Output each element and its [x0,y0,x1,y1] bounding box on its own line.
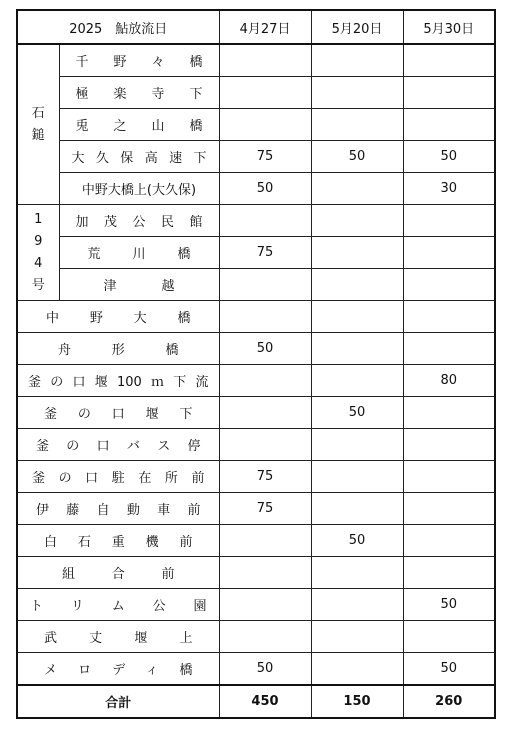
value-cell [311,589,403,621]
value-cell [219,301,311,333]
value-cell: 50 [219,173,311,205]
location-name: 白石重機前 [17,525,219,557]
value-cell [219,397,311,429]
value-cell [219,429,311,461]
location-name: 中野大橋 [17,301,219,333]
location-name: 津越 [59,269,219,301]
location-name: 兎之山橋 [59,109,219,141]
value-cell [219,525,311,557]
value-cell [403,525,495,557]
value-cell: 75 [219,493,311,525]
table-row [17,141,495,173]
date-header-3: 5月30日 [403,10,495,44]
value-cell [311,461,403,493]
location-name: 釜の口堰100ｍ下流 [17,365,219,397]
location-name: 加茂公民館 [59,205,219,237]
value-cell [311,333,403,365]
header-row [17,10,495,44]
value-cell: 30 [403,173,495,205]
value-cell [311,109,403,141]
value-cell [403,461,495,493]
value-cell [219,621,311,653]
value-cell: 50 [403,589,495,621]
release-schedule-table [16,9,496,719]
value-cell [219,365,311,397]
value-cell [311,621,403,653]
location-name: 組合前 [17,557,219,589]
value-cell [403,429,495,461]
value-cell: 80 [403,365,495,397]
location-name: 極楽寺下 [59,77,219,109]
total-value: 450 [219,685,311,718]
table-row [17,269,495,301]
table-row [17,365,495,397]
value-cell [403,333,495,365]
location-name: 舟形橋 [17,333,219,365]
location-name: 千野々橋 [59,44,219,77]
total-label: 合計 [17,685,219,718]
value-cell [403,205,495,237]
value-cell [403,557,495,589]
location-name: 武丈堰上 [17,621,219,653]
value-cell [403,237,495,269]
table-row [17,397,495,429]
value-cell: 50 [311,397,403,429]
table-row [17,621,495,653]
total-value: 260 [403,685,495,718]
value-cell [403,269,495,301]
location-name: メロディ橋 [17,653,219,686]
value-cell [403,44,495,77]
table-row [17,493,495,525]
group-label-ishizuchi: 石 鎚 [17,44,59,205]
group-label-route-194: 1 9 4 号 [17,205,59,301]
value-cell [219,557,311,589]
table-row [17,173,495,205]
table-row [17,237,495,269]
value-cell [311,429,403,461]
table-row [17,205,495,237]
value-cell [219,205,311,237]
table-row [17,301,495,333]
date-header-1: 4月27日 [219,10,311,44]
table-row [17,333,495,365]
value-cell [311,44,403,77]
value-cell [311,653,403,686]
value-cell: 75 [219,237,311,269]
table-row [17,653,495,686]
value-cell [311,269,403,301]
value-cell [219,269,311,301]
table-row [17,557,495,589]
table-title: 2025 鮎放流日 [17,10,219,44]
location-name: 中野大橋上(大久保) [59,173,219,205]
value-cell [311,365,403,397]
date-header-2: 5月20日 [311,10,403,44]
value-cell [311,77,403,109]
table-row [17,429,495,461]
total-row [17,685,495,718]
value-cell: 75 [219,461,311,493]
value-cell [219,589,311,621]
total-value: 150 [311,685,403,718]
table-row [17,109,495,141]
value-cell: 50 [219,333,311,365]
table-row [17,589,495,621]
table-row [17,44,495,77]
table-row [17,77,495,109]
value-cell: 50 [403,141,495,173]
table-row [17,525,495,557]
value-cell [219,44,311,77]
value-cell [403,301,495,333]
value-cell: 75 [219,141,311,173]
value-cell [311,237,403,269]
location-name: 大久保高速下 [59,141,219,173]
value-cell [219,109,311,141]
location-name: 伊藤自動車前 [17,493,219,525]
table-row [17,461,495,493]
location-name: トリム公園 [17,589,219,621]
location-name: 釜の口堰下 [17,397,219,429]
value-cell [403,621,495,653]
value-cell [311,493,403,525]
value-cell: 50 [311,141,403,173]
value-cell [219,77,311,109]
value-cell [403,493,495,525]
value-cell: 50 [403,653,495,686]
value-cell [311,205,403,237]
value-cell [403,109,495,141]
location-name: 釜の口駐在所前 [17,461,219,493]
value-cell: 50 [311,525,403,557]
location-name: 釜の口バス停 [17,429,219,461]
location-name: 荒川橋 [59,237,219,269]
value-cell [311,557,403,589]
value-cell: 50 [219,653,311,686]
value-cell [311,173,403,205]
value-cell [403,77,495,109]
value-cell [311,301,403,333]
value-cell [403,397,495,429]
